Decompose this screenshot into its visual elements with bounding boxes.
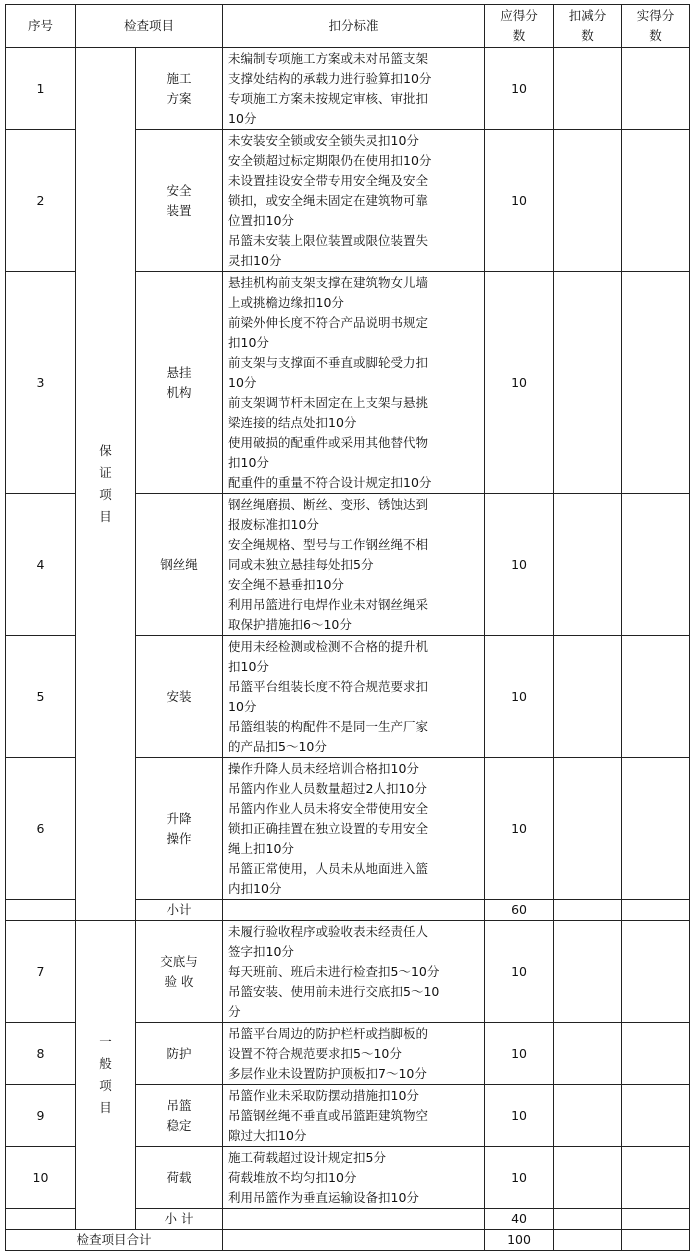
actual-score[interactable] — [622, 921, 690, 1023]
criteria-line: 安全锁超过标定期限仍在使用扣10分 — [228, 153, 432, 168]
criteria-line: 利用吊篮作为垂直运输设备扣10分 — [228, 1190, 419, 1205]
due-score: 10 — [485, 272, 554, 494]
due-score: 10 — [485, 1147, 554, 1209]
criteria-line: 未设置挂设安全带专用安全绳及安全 — [228, 173, 429, 188]
header-row — [6, 5, 690, 48]
subtotal-deduct[interactable] — [554, 1209, 622, 1230]
check-item — [136, 1023, 223, 1085]
criteria-line: 内扣10分 — [228, 881, 282, 896]
check-item-line: 安装 — [166, 688, 192, 704]
criteria-line: 施工荷载超过设计规定扣5分 — [228, 1150, 386, 1165]
subtotal-deduct[interactable] — [554, 900, 622, 921]
criteria-line: 同或未独立悬挂每处扣5分 — [228, 557, 374, 572]
header-deduct-l2: 数 — [581, 28, 594, 43]
criteria-line: 吊篮未安装上限位装置或限位装置失 — [228, 233, 429, 248]
deduction-criteria — [223, 758, 485, 900]
criteria-line: 使用未经检测或检测不合格的提升机 — [228, 639, 429, 654]
criteria-line: 扣10分 — [228, 455, 269, 470]
header-criteria: 扣分标准 — [223, 5, 485, 48]
subtotal-criteria — [223, 900, 485, 921]
criteria-line: 取保护措施扣6～10分 — [228, 617, 352, 632]
header-due-l2: 数 — [512, 28, 526, 43]
group-char: 一 — [99, 1034, 112, 1049]
subtotal-actual[interactable] — [622, 1209, 690, 1230]
check-item — [136, 758, 223, 900]
group-char: 目 — [99, 509, 112, 524]
criteria-line: 专项施工方案未按规定审核、审批扣 — [228, 91, 429, 106]
criteria-line: 分 — [228, 1004, 241, 1019]
group-char: 保 — [99, 443, 112, 458]
deduct-score[interactable] — [554, 758, 622, 900]
criteria-line: 前梁外伸长度不符合产品说明书规定 — [228, 315, 429, 330]
criteria-line: 隙过大扣10分 — [228, 1128, 307, 1143]
criteria-line: 吊篮作业未采取防摆动措施扣10分 — [228, 1088, 419, 1103]
deduction-criteria — [223, 48, 485, 130]
total-label: 检查项目合计 — [6, 1230, 223, 1251]
check-item — [136, 921, 223, 1023]
total-row — [6, 1230, 690, 1251]
row-number: 6 — [6, 758, 76, 900]
deduction-criteria — [223, 272, 485, 494]
actual-score[interactable] — [622, 48, 690, 130]
due-score: 10 — [485, 48, 554, 130]
deduction-criteria — [223, 130, 485, 272]
criteria-line: 10分 — [228, 111, 257, 126]
criteria-line: 吊篮钢丝绳不垂直或吊篮距建筑物空 — [228, 1108, 429, 1123]
check-item-line: 交底与 — [160, 953, 198, 969]
table-row — [6, 48, 690, 130]
group-char: 证 — [99, 465, 112, 480]
criteria-line: 的产品扣5～10分 — [228, 739, 327, 754]
criteria-line: 10分 — [228, 375, 257, 390]
check-item — [136, 494, 223, 636]
subtotal-actual[interactable] — [622, 900, 690, 921]
due-score: 10 — [485, 1023, 554, 1085]
check-item-line: 稳定 — [166, 1117, 192, 1133]
check-item-line: 机构 — [166, 384, 192, 400]
row-number: 5 — [6, 636, 76, 758]
actual-score[interactable] — [622, 1023, 690, 1085]
criteria-line: 吊篮安装、使用前未进行交底扣5～10 — [228, 984, 440, 999]
criteria-line: 利用吊篮进行电焊作业未对钢丝绳采 — [228, 597, 429, 612]
criteria-line: 配重件的重量不符合设计规定扣10分 — [228, 475, 432, 490]
check-item — [136, 636, 223, 758]
criteria-line: 未安装安全锁或安全锁失灵扣10分 — [228, 133, 419, 148]
header-item: 检查项目 — [76, 5, 223, 48]
due-score: 10 — [485, 1085, 554, 1147]
criteria-line: 操作升降人员未经培训合格扣10分 — [228, 761, 419, 776]
deduction-criteria — [223, 636, 485, 758]
criteria-line: 支撑处结构的承载力进行验算扣10分 — [228, 71, 432, 86]
check-item-line: 悬挂 — [166, 364, 192, 380]
criteria-line: 未编制专项施工方案或未对吊篮支架 — [228, 51, 429, 66]
actual-score[interactable] — [622, 1085, 690, 1147]
total-actual[interactable] — [622, 1230, 690, 1251]
header-deduct — [554, 5, 622, 48]
header-actual-l2: 数 — [649, 28, 662, 43]
criteria-line: 吊篮正常使用，人员未从地面进入篮 — [228, 861, 429, 876]
due-score: 10 — [485, 636, 554, 758]
deduct-score[interactable] — [554, 921, 622, 1023]
subtotal-label: 小 计 — [136, 1209, 223, 1230]
criteria-line: 安全绳规格、型号与工作钢丝绳不相 — [228, 537, 429, 552]
check-item-line: 防护 — [166, 1045, 192, 1061]
row-number: 8 — [6, 1023, 76, 1085]
deduct-score[interactable] — [554, 1023, 622, 1085]
criteria-line: 钢丝绳磨损、断丝、变形、锈蚀达到 — [228, 497, 429, 512]
actual-score[interactable] — [622, 130, 690, 272]
criteria-line: 安全绳不悬垂扣10分 — [228, 577, 344, 592]
check-item — [136, 48, 223, 130]
actual-score[interactable] — [622, 758, 690, 900]
check-item-line: 荷载 — [166, 1169, 192, 1185]
group-char: 项 — [99, 1078, 112, 1093]
header-deduct-l1: 扣减分 — [568, 8, 607, 23]
check-item-line: 方案 — [166, 90, 192, 106]
check-item-line: 升降 — [166, 810, 192, 826]
deduct-score[interactable] — [554, 130, 622, 272]
criteria-line: 未履行验收程序或验收表未经责任人 — [228, 924, 429, 939]
row-number: 9 — [6, 1085, 76, 1147]
criteria-line: 多层作业未设置防护顶板扣7～10分 — [228, 1066, 427, 1081]
criteria-line: 悬挂机构前支架支撑在建筑物女儿墙 — [228, 275, 429, 290]
subtotal-score: 60 — [485, 900, 554, 921]
deduct-score[interactable] — [554, 272, 622, 494]
header-due-l1: 应得分 — [500, 8, 538, 23]
total-score: 100 — [485, 1230, 554, 1251]
criteria-line: 锁扣正确挂置在独立设置的专用安全 — [228, 821, 429, 836]
subtotal-score: 40 — [485, 1209, 554, 1230]
actual-score[interactable] — [622, 636, 690, 758]
total-deduct[interactable] — [554, 1230, 622, 1251]
criteria-line: 荷载堆放不均匀扣10分 — [228, 1170, 357, 1185]
deduction-criteria — [223, 921, 485, 1023]
criteria-line: 上或挑檐边缘扣10分 — [228, 295, 344, 310]
criteria-line: 扣10分 — [228, 335, 269, 350]
criteria-line: 吊篮平台周边的防护栏杆或挡脚板的 — [228, 1026, 429, 1041]
criteria-line: 每天班前、班后未进行检查扣5～10分 — [228, 964, 440, 979]
header-no: 序号 — [6, 5, 76, 48]
criteria-line: 报废标准扣10分 — [228, 517, 319, 532]
check-item — [136, 130, 223, 272]
deduct-score[interactable] — [554, 48, 622, 130]
check-item-line: 吊篮 — [166, 1097, 192, 1113]
criteria-line: 吊篮内作业人员数量超过2人扣10分 — [228, 781, 427, 796]
subtotal-no — [6, 900, 76, 921]
criteria-line: 扣10分 — [228, 659, 269, 674]
subtotal-no — [6, 1209, 76, 1230]
row-number: 3 — [6, 272, 76, 494]
row-number: 10 — [6, 1147, 76, 1209]
check-item-line: 操作 — [166, 830, 192, 846]
actual-score[interactable] — [622, 494, 690, 636]
criteria-line: 设置不符合规范要求扣5～10分 — [228, 1046, 402, 1061]
criteria-line: 锁扣，或安全绳未固定在建筑物可靠 — [228, 193, 429, 208]
check-item — [136, 1147, 223, 1209]
group-guarantee — [76, 48, 136, 921]
deduct-score[interactable] — [554, 1147, 622, 1209]
check-item-line: 钢丝绳 — [160, 556, 198, 572]
header-due — [485, 5, 554, 48]
deduct-score[interactable] — [554, 636, 622, 758]
group-char: 项 — [99, 487, 112, 502]
row-number: 1 — [6, 48, 76, 130]
subtotal-criteria — [223, 1209, 485, 1230]
check-item-line: 验 收 — [164, 973, 194, 989]
check-item-line: 安全 — [166, 182, 192, 198]
subtotal-label: 小计 — [136, 900, 223, 921]
check-item — [136, 272, 223, 494]
header-actual-l1: 实得分 — [636, 8, 675, 23]
criteria-line: 吊篮平台组装长度不符合规范要求扣 — [228, 679, 429, 694]
criteria-line: 前支架调节杆未固定在上支架与悬挑 — [228, 395, 429, 410]
actual-score[interactable] — [622, 272, 690, 494]
criteria-line: 绳上扣10分 — [228, 841, 294, 856]
criteria-line: 签字扣10分 — [228, 944, 294, 959]
check-item-line: 装置 — [166, 202, 192, 218]
criteria-line: 位置扣10分 — [228, 213, 294, 228]
check-item-line: 施工 — [166, 70, 192, 86]
deduction-criteria — [223, 1147, 485, 1209]
check-item — [136, 1085, 223, 1147]
inspection-table — [5, 4, 690, 1251]
actual-score[interactable] — [622, 1147, 690, 1209]
group-general — [76, 921, 136, 1230]
table-row — [6, 921, 690, 1023]
criteria-line: 梁连接的结点处扣10分 — [228, 415, 357, 430]
row-number: 7 — [6, 921, 76, 1023]
due-score: 10 — [485, 130, 554, 272]
criteria-line: 10分 — [228, 699, 257, 714]
criteria-line: 吊篮内作业人员未将安全带使用安全 — [228, 801, 429, 816]
criteria-line: 使用破损的配重件或采用其他替代物 — [228, 435, 429, 450]
due-score: 10 — [485, 494, 554, 636]
criteria-line: 灵扣10分 — [228, 253, 282, 268]
deduction-criteria — [223, 494, 485, 636]
criteria-line: 前支架与支撑面不垂直或脚轮受力扣 — [228, 355, 429, 370]
deduction-criteria — [223, 1085, 485, 1147]
deduct-score[interactable] — [554, 1085, 622, 1147]
due-score: 10 — [485, 921, 554, 1023]
criteria-line: 吊篮组装的构配件不是同一生产厂家 — [228, 719, 429, 734]
group-char: 目 — [99, 1100, 112, 1115]
row-number: 4 — [6, 494, 76, 636]
deduction-criteria — [223, 1023, 485, 1085]
row-number: 2 — [6, 130, 76, 272]
deduct-score[interactable] — [554, 494, 622, 636]
group-char: 般 — [99, 1056, 112, 1071]
total-criteria — [223, 1230, 485, 1251]
due-score: 10 — [485, 758, 554, 900]
header-actual — [622, 5, 690, 48]
